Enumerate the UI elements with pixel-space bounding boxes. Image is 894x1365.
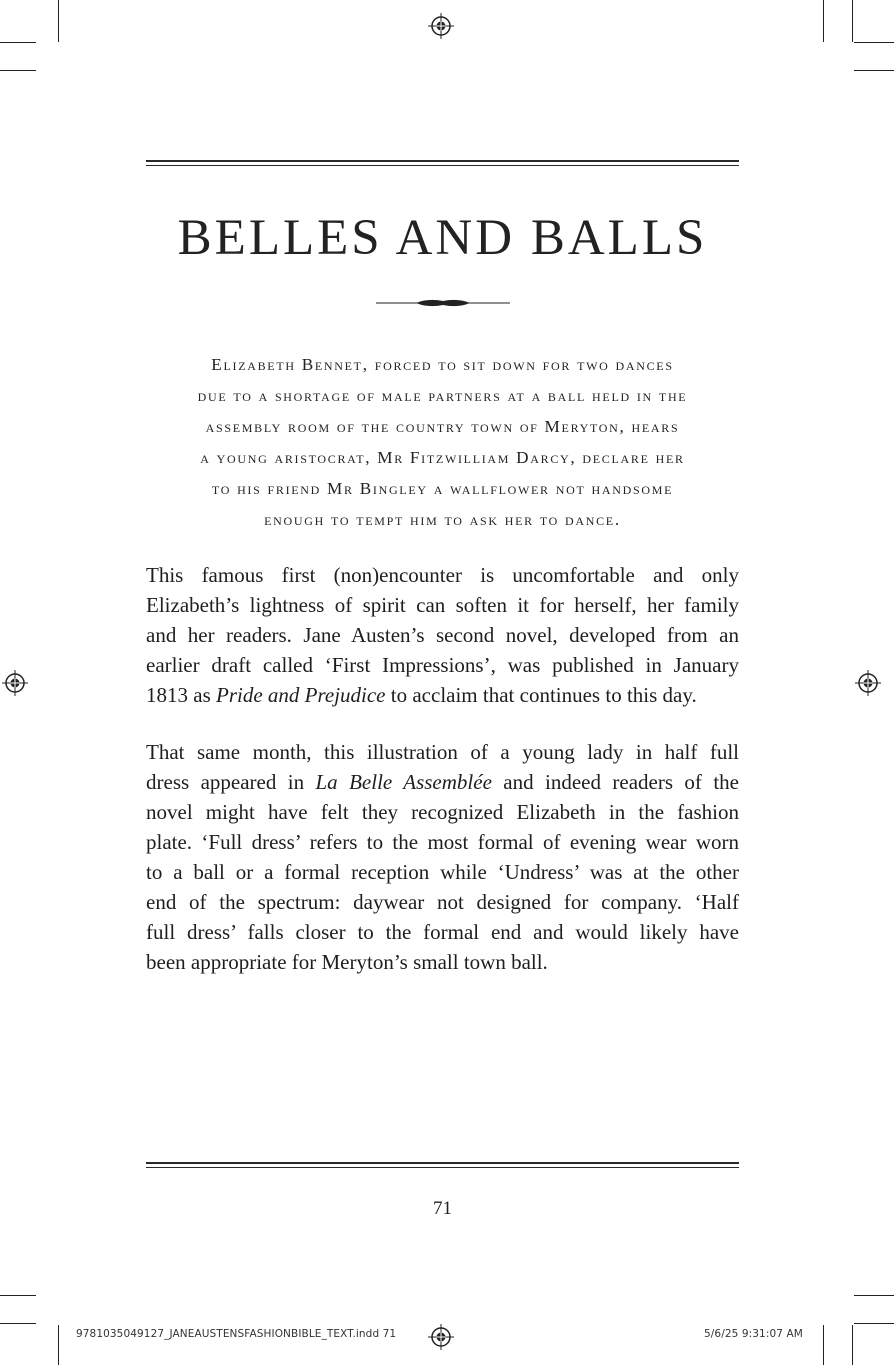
- crop-mark: [823, 1325, 824, 1365]
- intro-line: to his friend Mr Bingley a wallflower not handsome: [211, 479, 674, 498]
- paragraph-line: earlier draft called ‘First Impressions’, was published in January: [146, 653, 739, 677]
- paragraph-line: to a ball or a formal reception while ‘Undress’ was at the other: [146, 860, 739, 884]
- ornament-divider-icon: [376, 296, 510, 310]
- crop-mark: [852, 1325, 853, 1365]
- crop-mark: [854, 1295, 894, 1296]
- text-run: to acclaim that continues to this day.: [390, 683, 697, 707]
- registration-mark-icon: [2, 670, 28, 696]
- crop-mark: [852, 0, 853, 42]
- slug-filename: 9781035049127_JANEAUSTENSFASHIONBIBLE_TEXT.indd 71: [76, 1328, 397, 1340]
- body-paragraph-1: [146, 560, 739, 710]
- intro-line: Elizabeth Bennet, forced to sit down for two dances: [211, 355, 674, 374]
- page-number: 71: [433, 1198, 452, 1219]
- paragraph-line: novel might have felt they recognized Elizabeth in the fashion: [146, 800, 739, 824]
- footer-double-rule: [146, 1162, 739, 1170]
- paragraph-line: and her readers. Jane Austen’s second novel, developed from an: [146, 623, 739, 647]
- paragraph-line: This famous first (non)encounter is uncomfortable and only: [146, 563, 739, 587]
- crop-mark: [0, 1295, 36, 1296]
- header-double-rule: [146, 160, 739, 168]
- paragraph-line: Elizabeth’s lightness of spirit can soften it for herself, her family: [146, 593, 739, 617]
- crop-mark: [854, 70, 894, 71]
- paragraph-line: end of the spectrum: daywear not designed for company. ‘Half: [146, 890, 739, 914]
- chapter-title: BELLES AND BALLS: [177, 210, 708, 266]
- crop-mark: [0, 42, 36, 43]
- intro-line: assembly room of the country town of Meryton, hears: [205, 417, 680, 436]
- paragraph-line: full dress’ falls closer to the formal end and would likely have: [146, 920, 739, 944]
- paragraph-line: been appropriate for Meryton’s small town ball.: [146, 950, 548, 974]
- chapter-intro: [146, 349, 739, 535]
- magazine-title-italic: La Belle Assemblée: [315, 770, 492, 794]
- intro-line: due to a shortage of male partners at a ball held in the: [197, 386, 688, 405]
- paragraph-line: [146, 680, 739, 710]
- paragraph-line: plate. ‘Full dress’ refers to the most formal of evening wear worn: [146, 830, 739, 854]
- text-run: and indeed readers of the: [503, 770, 739, 794]
- body-paragraph-2: [146, 737, 739, 977]
- paragraph-line: [146, 767, 739, 797]
- text-run: 1813 as: [146, 683, 211, 707]
- crop-mark: [0, 1323, 36, 1324]
- crop-mark: [0, 70, 36, 71]
- crop-mark: [854, 1323, 894, 1324]
- crop-mark: [58, 1325, 59, 1365]
- crop-mark: [58, 0, 59, 42]
- registration-mark-icon: [855, 670, 881, 696]
- intro-line: enough to tempt him to ask her to dance.: [264, 510, 621, 529]
- paragraph-line: That same month, this illustration of a young lady in half full: [146, 740, 739, 764]
- book-title-italic: Pride and Prejudice: [216, 683, 386, 707]
- registration-mark-icon: [428, 13, 454, 39]
- crop-mark: [854, 42, 894, 43]
- crop-mark: [823, 0, 824, 42]
- text-run: dress appeared in: [146, 770, 305, 794]
- slug-timestamp: 5/6/25 9:31:07 AM: [704, 1328, 803, 1340]
- registration-mark-icon: [428, 1324, 454, 1350]
- intro-line: a young aristocrat, Mr Fitzwilliam Darcy, declare her: [200, 448, 685, 467]
